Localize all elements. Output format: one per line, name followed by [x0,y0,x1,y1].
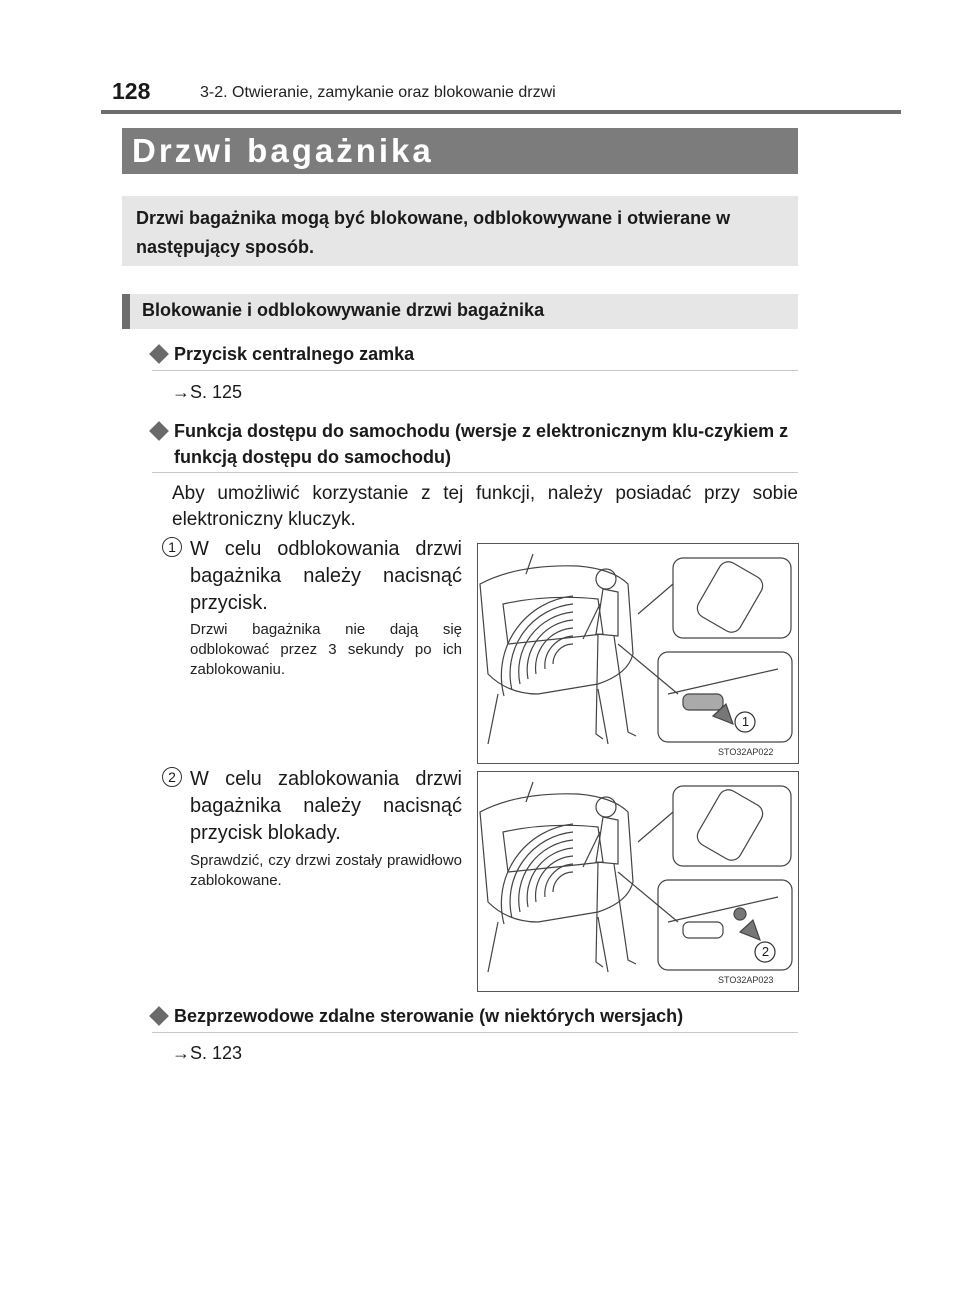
subheading-rule [152,472,798,473]
press-arrow [740,920,760,940]
subheading-central-lock [152,341,802,367]
smart-entry-paragraph: Aby umożliwić korzystanie z tej funkcji, należy posiadać przy sobie elektroniczny kluczyk. [172,483,798,530]
subheading-smart-entry [152,418,802,470]
person-torso [596,589,618,636]
diamond-bullet-icon [149,344,169,364]
car-side-lines [488,917,608,972]
rear-window [503,825,603,872]
page-title: Drzwi bagażnika [122,128,798,174]
keyfob-inset [673,558,791,638]
person-legs [596,634,636,739]
tailgate-button [683,694,723,710]
lock-button [734,908,746,920]
keyfob-inset [673,786,791,866]
person-torso [596,817,618,864]
subheading-text: Bezprzewodowe zdalne sterowanie (w niektórych wersjach) [174,1006,684,1026]
step-1-note: Drzwi bagażnika nie dają się odblokować przez 3 sekundy po ich zablokowaniu. [190,621,462,678]
subheading-rule [152,1032,798,1033]
antenna [526,782,533,802]
figure-callout-1: 1 [741,714,750,729]
diamond-bullet-icon [149,1006,169,1026]
header-rule [101,110,901,114]
figure-code: STO32AP022 [718,747,774,757]
leader-line [638,584,673,614]
subheading-wireless-remote [152,1003,802,1029]
subheading-rule [152,370,798,371]
person-legs [596,862,636,967]
antenna [526,554,533,574]
rear-window [503,597,603,644]
person-head [596,569,616,589]
intro-box: Drzwi bagażnika mogą być blokowane, odblokowywane i otwierane w następujący sposób. [122,196,798,266]
wave-1 [553,644,573,664]
step-1-text: W celu odblokowania drzwi bagażnika należy nacisnąć przycisk. [190,538,462,614]
subheading-text: Funkcja dostępu do samochodu (wersje z elektronicznym klu-czykiem z funkcją dostępu do samochodu) [174,421,789,467]
figure-lock-tailgate [477,771,799,992]
wave-2 [545,636,573,669]
car-side-lines [488,689,608,744]
tailgate-lock-illustration [478,772,798,991]
step-2-text: W celu zablokowania drzwi bagażnika należy nacisnąć przycisk blokady. [190,768,462,844]
figure-callout-2: 2 [761,944,770,959]
step-2-note: Sprawdzić, czy drzwi zostały prawidłowo zablokowane. [190,852,462,889]
page-number: 128 [112,78,151,104]
subheading-text: Przycisk centralnego zamka [174,344,415,364]
running-head: 3-2. Otwieranie, zamykanie oraz blokowanie drzwi [200,84,556,101]
keyfob [694,558,767,636]
tailgate-handle [683,922,723,938]
car-rear-outline [480,794,633,922]
diamond-bullet-icon [149,421,169,441]
section-heading: Blokowanie i odblokowywanie drzwi bagażnika [122,294,798,329]
button-inset [658,652,792,742]
page-reference: →S. 123 [172,1043,243,1063]
step-number-2: 2 [162,767,182,787]
figure-unlock-tailgate [477,543,799,764]
car-rear-outline [480,566,633,694]
person-head [596,797,616,817]
figure-code: STO32AP023 [718,975,774,985]
tailgate-unlock-illustration [478,544,798,763]
keyfob [694,786,767,864]
page-reference: →S. 125 [172,382,243,402]
step-number-1: 1 [162,537,182,557]
